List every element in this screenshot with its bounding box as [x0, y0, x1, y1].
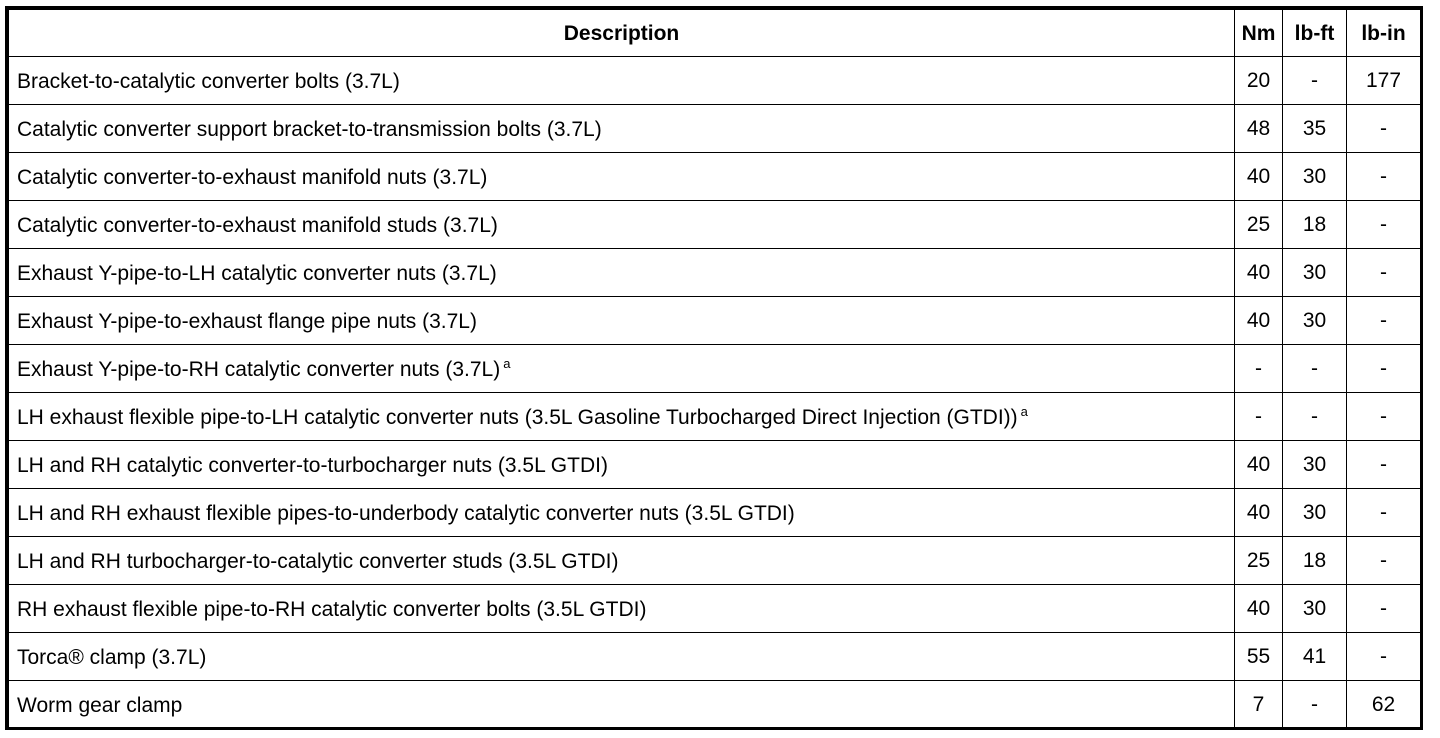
header-description: Description — [9, 10, 1235, 57]
table-row — [9, 489, 1421, 537]
cell-nm: 25 — [1235, 537, 1283, 585]
table-row — [9, 249, 1421, 297]
cell-description: LH and RH exhaust flexible pipes-to-underbody catalytic converter nuts (3.5L GTDI) — [9, 489, 1235, 537]
table-row — [9, 633, 1421, 681]
cell-lbin: 62 — [1347, 681, 1421, 729]
cell-lbin: - — [1347, 105, 1421, 153]
cell-nm: 40 — [1235, 585, 1283, 633]
table-row — [9, 201, 1421, 249]
cell-lbin: - — [1347, 201, 1421, 249]
torque-spec-table — [8, 9, 1421, 729]
cell-nm: - — [1235, 393, 1283, 441]
cell-description: RH exhaust flexible pipe-to-RH catalytic converter bolts (3.5L GTDI) — [9, 585, 1235, 633]
footnote-marker: a — [503, 356, 511, 371]
cell-description: LH exhaust flexible pipe-to-LH catalytic converter nuts (3.5L Gasoline Turbocharged Direct Injection (GTDI)) $^a$ — [9, 393, 1235, 441]
table-row — [9, 537, 1421, 585]
cell-nm: 48 — [1235, 105, 1283, 153]
cell-lbin: - — [1347, 441, 1421, 489]
cell-nm: 7 — [1235, 681, 1283, 729]
cell-lbft: 30 — [1283, 441, 1347, 489]
cell-lbin: - — [1347, 345, 1421, 393]
header-lbft: lb-ft — [1283, 10, 1347, 57]
cell-description: LH and RH turbocharger-to-catalytic converter studs (3.5L GTDI) — [9, 537, 1235, 585]
footnote-marker: a — [1020, 404, 1028, 419]
cell-lbft: 35 — [1283, 105, 1347, 153]
cell-nm: 25 — [1235, 201, 1283, 249]
cell-lbft: - — [1283, 681, 1347, 729]
table-row — [9, 153, 1421, 201]
cell-description: Exhaust Y-pipe-to-LH catalytic converter nuts (3.7L) — [9, 249, 1235, 297]
cell-description: LH and RH catalytic converter-to-turbocharger nuts (3.5L GTDI) — [9, 441, 1235, 489]
cell-lbft: - — [1283, 57, 1347, 105]
cell-lbin: - — [1347, 489, 1421, 537]
cell-nm: 40 — [1235, 297, 1283, 345]
cell-nm: 40 — [1235, 489, 1283, 537]
table-row — [9, 681, 1421, 729]
cell-description: Catalytic converter-to-exhaust manifold studs (3.7L) — [9, 201, 1235, 249]
cell-description: Torca® clamp (3.7L) — [9, 633, 1235, 681]
cell-lbin: - — [1347, 393, 1421, 441]
table-row — [9, 57, 1421, 105]
table-body — [9, 57, 1421, 729]
header-lbin: lb-in — [1347, 10, 1421, 57]
torque-spec-table-container — [5, 6, 1423, 730]
cell-description: Catalytic converter-to-exhaust manifold nuts (3.7L) — [9, 153, 1235, 201]
cell-lbin: - — [1347, 297, 1421, 345]
cell-lbft: 30 — [1283, 585, 1347, 633]
cell-description: Exhaust Y-pipe-to-exhaust flange pipe nuts (3.7L) — [9, 297, 1235, 345]
cell-lbft: 30 — [1283, 489, 1347, 537]
table-row — [9, 585, 1421, 633]
header-row — [9, 10, 1421, 57]
table-row — [9, 441, 1421, 489]
header-nm: Nm — [1235, 10, 1283, 57]
cell-description: Worm gear clamp — [9, 681, 1235, 729]
cell-nm: 40 — [1235, 249, 1283, 297]
cell-lbin: - — [1347, 585, 1421, 633]
cell-description: Exhaust Y-pipe-to-RH catalytic converter nuts (3.7L) $^a$ — [9, 345, 1235, 393]
cell-nm: 20 — [1235, 57, 1283, 105]
cell-lbft: - — [1283, 393, 1347, 441]
table-row — [9, 393, 1421, 441]
cell-lbft: 18 — [1283, 537, 1347, 585]
cell-nm: 40 — [1235, 441, 1283, 489]
cell-lbft: 18 — [1283, 201, 1347, 249]
cell-lbft: - — [1283, 345, 1347, 393]
cell-lbft: 30 — [1283, 297, 1347, 345]
table-row — [9, 105, 1421, 153]
cell-nm: 55 — [1235, 633, 1283, 681]
cell-nm: 40 — [1235, 153, 1283, 201]
cell-nm: - — [1235, 345, 1283, 393]
cell-lbft: 30 — [1283, 249, 1347, 297]
table-row — [9, 297, 1421, 345]
cell-lbin: 177 — [1347, 57, 1421, 105]
cell-lbin: - — [1347, 249, 1421, 297]
cell-lbft: 30 — [1283, 153, 1347, 201]
table-row — [9, 345, 1421, 393]
cell-lbin: - — [1347, 633, 1421, 681]
cell-lbft: 41 — [1283, 633, 1347, 681]
cell-lbin: - — [1347, 153, 1421, 201]
cell-lbin: - — [1347, 537, 1421, 585]
cell-description: Bracket-to-catalytic converter bolts (3.7L) — [9, 57, 1235, 105]
cell-description: Catalytic converter support bracket-to-transmission bolts (3.7L) — [9, 105, 1235, 153]
